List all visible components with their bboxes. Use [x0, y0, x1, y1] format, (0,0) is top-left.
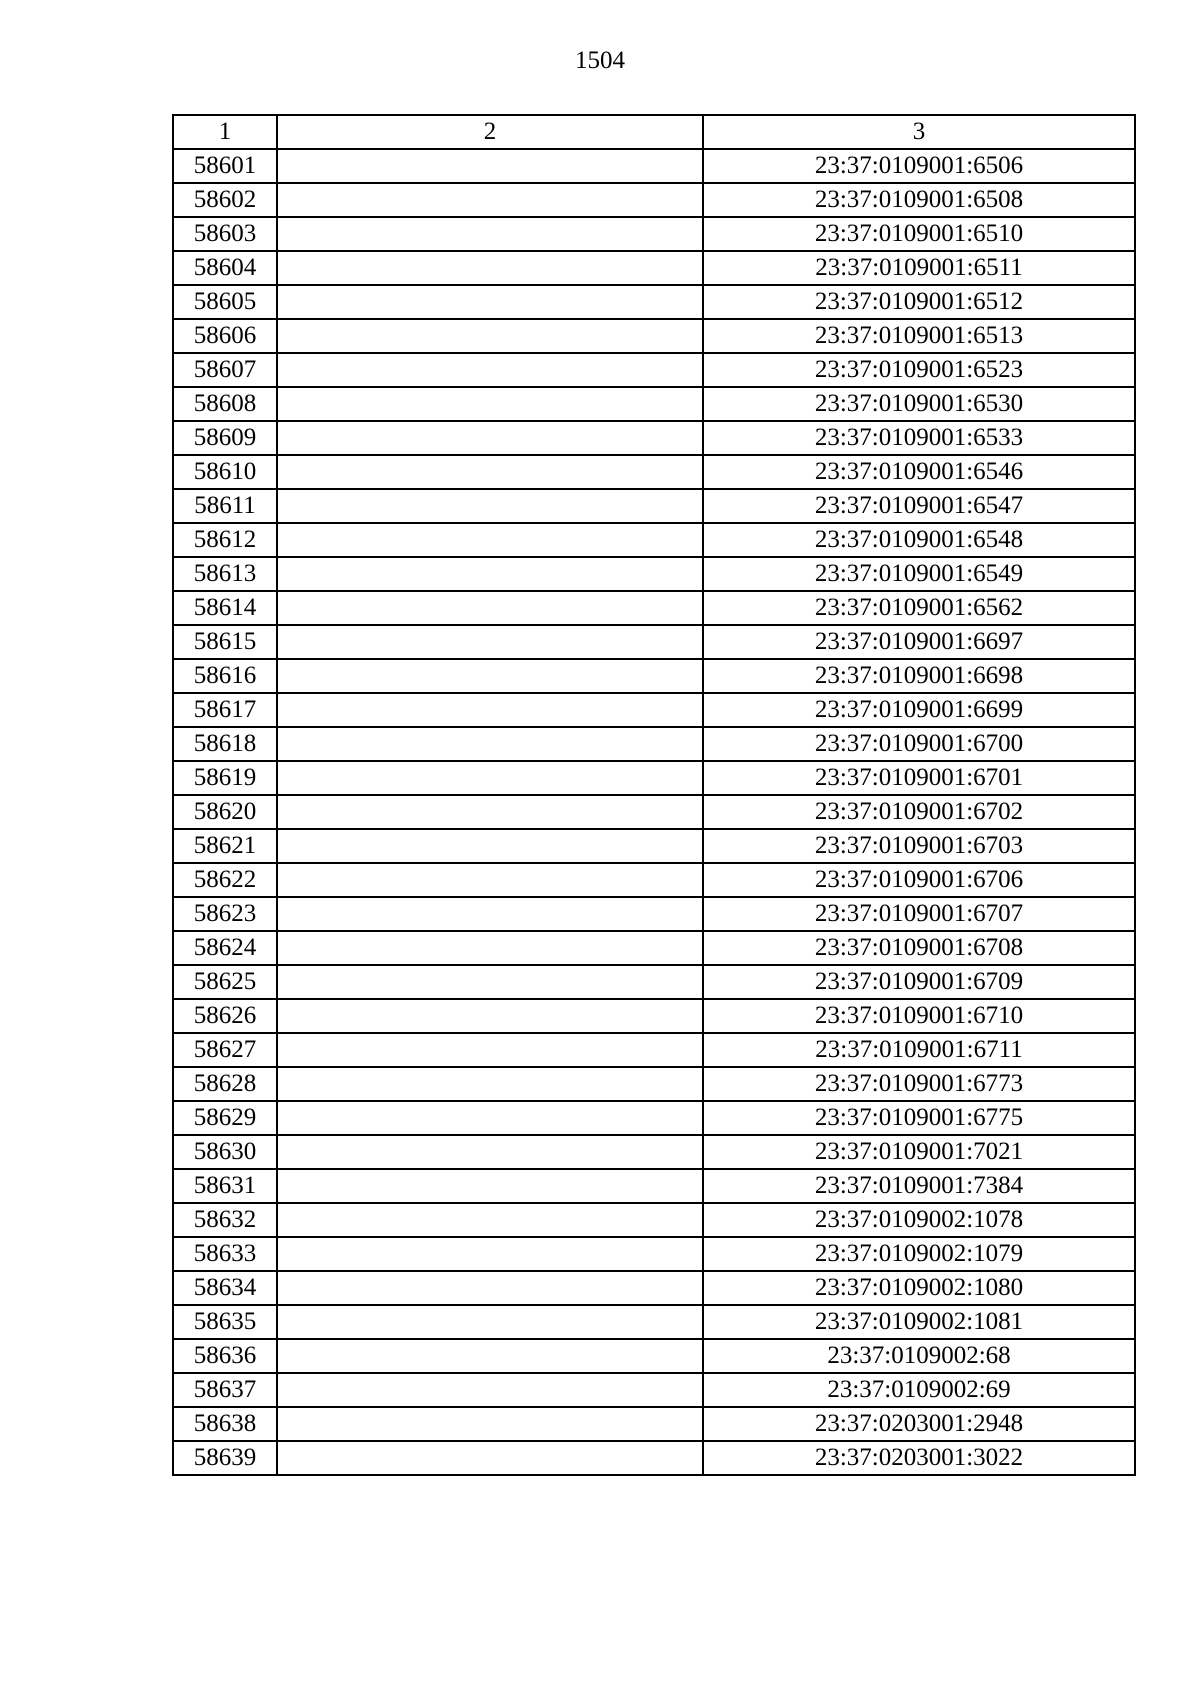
table-row	[173, 319, 1135, 353]
table-row	[173, 421, 1135, 455]
row-number-cell: 58632	[173, 1203, 277, 1237]
row-description-cell	[277, 1169, 703, 1203]
cadastral-number-cell: 23:37:0109001:6700	[703, 727, 1135, 761]
cadastral-number-cell: 23:37:0109001:6530	[703, 387, 1135, 421]
table-row	[173, 1101, 1135, 1135]
table-row	[173, 897, 1135, 931]
cadastral-number-cell: 23:37:0109001:6775	[703, 1101, 1135, 1135]
cadastral-number-cell: 23:37:0203001:2948	[703, 1407, 1135, 1441]
cadastral-number-cell: 23:37:0109001:6697	[703, 625, 1135, 659]
row-description-cell	[277, 999, 703, 1033]
row-number-cell: 58623	[173, 897, 277, 931]
row-description-cell	[277, 1441, 703, 1475]
table-row	[173, 931, 1135, 965]
cadastral-number-cell: 23:37:0109001:6710	[703, 999, 1135, 1033]
row-description-cell	[277, 1067, 703, 1101]
row-number-cell: 58630	[173, 1135, 277, 1169]
row-description-cell	[277, 1101, 703, 1135]
row-number-cell: 58636	[173, 1339, 277, 1373]
row-number-cell: 58631	[173, 1169, 277, 1203]
cadastral-number-cell: 23:37:0109001:6562	[703, 591, 1135, 625]
cadastral-number-cell: 23:37:0109001:6513	[703, 319, 1135, 353]
column-header-3: 3	[703, 115, 1135, 149]
cadastral-number-cell: 23:37:0109001:6701	[703, 761, 1135, 795]
table-row	[173, 1135, 1135, 1169]
row-number-cell: 58616	[173, 659, 277, 693]
row-description-cell	[277, 727, 703, 761]
row-number-cell: 58618	[173, 727, 277, 761]
cadastral-number-cell: 23:37:0109001:6702	[703, 795, 1135, 829]
row-number-cell: 58635	[173, 1305, 277, 1339]
row-number-cell: 58610	[173, 455, 277, 489]
cadastral-number-cell: 23:37:0109001:6508	[703, 183, 1135, 217]
table-row	[173, 285, 1135, 319]
table-row	[173, 149, 1135, 183]
row-description-cell	[277, 353, 703, 387]
row-number-cell: 58625	[173, 965, 277, 999]
row-number-cell: 58605	[173, 285, 277, 319]
cadastral-number-cell: 23:37:0109002:68	[703, 1339, 1135, 1373]
row-number-cell: 58621	[173, 829, 277, 863]
cadastral-number-cell: 23:37:0109001:6711	[703, 1033, 1135, 1067]
header-row	[173, 115, 1135, 149]
row-number-cell: 58622	[173, 863, 277, 897]
table-row	[173, 217, 1135, 251]
table-row	[173, 999, 1135, 1033]
row-number-cell: 58620	[173, 795, 277, 829]
cadastral-number-cell: 23:37:0109001:6708	[703, 931, 1135, 965]
row-description-cell	[277, 149, 703, 183]
table-header	[173, 115, 1135, 149]
cadastral-number-cell: 23:37:0109001:6773	[703, 1067, 1135, 1101]
table-row	[173, 761, 1135, 795]
table-row	[173, 1237, 1135, 1271]
row-number-cell: 58628	[173, 1067, 277, 1101]
cadastral-number-cell: 23:37:0109001:6699	[703, 693, 1135, 727]
row-number-cell: 58638	[173, 1407, 277, 1441]
table-row	[173, 693, 1135, 727]
row-description-cell	[277, 1339, 703, 1373]
row-description-cell	[277, 965, 703, 999]
cadastral-number-cell: 23:37:0109002:1079	[703, 1237, 1135, 1271]
table-row	[173, 591, 1135, 625]
row-description-cell	[277, 693, 703, 727]
row-description-cell	[277, 591, 703, 625]
cadastral-number-cell: 23:37:0109001:6706	[703, 863, 1135, 897]
table-row	[173, 1441, 1135, 1475]
cadastral-number-cell: 23:37:0109001:6546	[703, 455, 1135, 489]
row-number-cell: 58637	[173, 1373, 277, 1407]
cadastral-number-cell: 23:37:0109001:7021	[703, 1135, 1135, 1169]
table-row	[173, 1067, 1135, 1101]
table-row	[173, 795, 1135, 829]
table-row	[173, 251, 1135, 285]
cadastral-number-cell: 23:37:0109001:6511	[703, 251, 1135, 285]
cadastral-number-cell: 23:37:0109002:1080	[703, 1271, 1135, 1305]
page-number: 1504	[575, 47, 625, 74]
row-description-cell	[277, 523, 703, 557]
row-description-cell	[277, 863, 703, 897]
row-description-cell	[277, 829, 703, 863]
row-number-cell: 58615	[173, 625, 277, 659]
table-row	[173, 659, 1135, 693]
row-number-cell: 58604	[173, 251, 277, 285]
row-number-cell: 58634	[173, 1271, 277, 1305]
row-description-cell	[277, 1305, 703, 1339]
row-number-cell: 58633	[173, 1237, 277, 1271]
table-row	[173, 1033, 1135, 1067]
row-number-cell: 58639	[173, 1441, 277, 1475]
table-row	[173, 1407, 1135, 1441]
row-description-cell	[277, 1237, 703, 1271]
table-row	[173, 625, 1135, 659]
cadastral-number-cell: 23:37:0109001:6533	[703, 421, 1135, 455]
cadastral-number-cell: 23:37:0109001:6709	[703, 965, 1135, 999]
column-header-1: 1	[173, 115, 277, 149]
row-description-cell	[277, 455, 703, 489]
row-description-cell	[277, 897, 703, 931]
cadastral-number-cell: 23:37:0109002:1078	[703, 1203, 1135, 1237]
table-row	[173, 523, 1135, 557]
cadastral-number-cell: 23:37:0109001:6703	[703, 829, 1135, 863]
table-row	[173, 863, 1135, 897]
row-description-cell	[277, 557, 703, 591]
cadastral-number-cell: 23:37:0109001:6548	[703, 523, 1135, 557]
cadastral-number-cell: 23:37:0203001:3022	[703, 1441, 1135, 1475]
row-number-cell: 58606	[173, 319, 277, 353]
table-row	[173, 489, 1135, 523]
row-number-cell: 58601	[173, 149, 277, 183]
row-description-cell	[277, 1203, 703, 1237]
cadastral-number-cell: 23:37:0109001:6547	[703, 489, 1135, 523]
table-row	[173, 1373, 1135, 1407]
row-number-cell: 58611	[173, 489, 277, 523]
cadastral-number-cell: 23:37:0109001:6707	[703, 897, 1135, 931]
cadastral-number-cell: 23:37:0109001:6698	[703, 659, 1135, 693]
table-row	[173, 353, 1135, 387]
table-row	[173, 1339, 1135, 1373]
row-number-cell: 58614	[173, 591, 277, 625]
row-number-cell: 58609	[173, 421, 277, 455]
register-table	[172, 114, 1136, 1476]
row-description-cell	[277, 387, 703, 421]
table-row	[173, 557, 1135, 591]
table-row	[173, 727, 1135, 761]
cadastral-number-cell: 23:37:0109001:7384	[703, 1169, 1135, 1203]
row-description-cell	[277, 1373, 703, 1407]
row-number-cell: 58608	[173, 387, 277, 421]
cadastral-number-cell: 23:37:0109001:6506	[703, 149, 1135, 183]
row-description-cell	[277, 183, 703, 217]
row-number-cell: 58607	[173, 353, 277, 387]
row-number-cell: 58617	[173, 693, 277, 727]
row-description-cell	[277, 761, 703, 795]
table-row	[173, 1169, 1135, 1203]
row-description-cell	[277, 1135, 703, 1169]
table-row	[173, 1271, 1135, 1305]
row-number-cell: 58624	[173, 931, 277, 965]
row-number-cell: 58613	[173, 557, 277, 591]
row-description-cell	[277, 1033, 703, 1067]
table-row	[173, 387, 1135, 421]
cadastral-number-cell: 23:37:0109002:1081	[703, 1305, 1135, 1339]
row-description-cell	[277, 319, 703, 353]
cadastral-number-cell: 23:37:0109001:6523	[703, 353, 1135, 387]
row-number-cell: 58602	[173, 183, 277, 217]
table-body	[173, 149, 1135, 1475]
row-description-cell	[277, 217, 703, 251]
row-number-cell: 58627	[173, 1033, 277, 1067]
row-description-cell	[277, 1271, 703, 1305]
row-description-cell	[277, 1407, 703, 1441]
row-description-cell	[277, 659, 703, 693]
table-row	[173, 829, 1135, 863]
row-description-cell	[277, 931, 703, 965]
table-row	[173, 965, 1135, 999]
row-description-cell	[277, 421, 703, 455]
table-row	[173, 183, 1135, 217]
row-number-cell: 58626	[173, 999, 277, 1033]
row-description-cell	[277, 795, 703, 829]
row-number-cell: 58603	[173, 217, 277, 251]
cadastral-number-cell: 23:37:0109001:6510	[703, 217, 1135, 251]
row-number-cell: 58629	[173, 1101, 277, 1135]
row-description-cell	[277, 251, 703, 285]
row-description-cell	[277, 625, 703, 659]
column-header-2: 2	[277, 115, 703, 149]
table-row	[173, 1305, 1135, 1339]
table-row	[173, 455, 1135, 489]
cadastral-number-cell: 23:37:0109001:6549	[703, 557, 1135, 591]
row-number-cell: 58619	[173, 761, 277, 795]
cadastral-number-cell: 23:37:0109002:69	[703, 1373, 1135, 1407]
row-description-cell	[277, 285, 703, 319]
row-number-cell: 58612	[173, 523, 277, 557]
cadastral-number-cell: 23:37:0109001:6512	[703, 285, 1135, 319]
table-row	[173, 1203, 1135, 1237]
row-description-cell	[277, 489, 703, 523]
